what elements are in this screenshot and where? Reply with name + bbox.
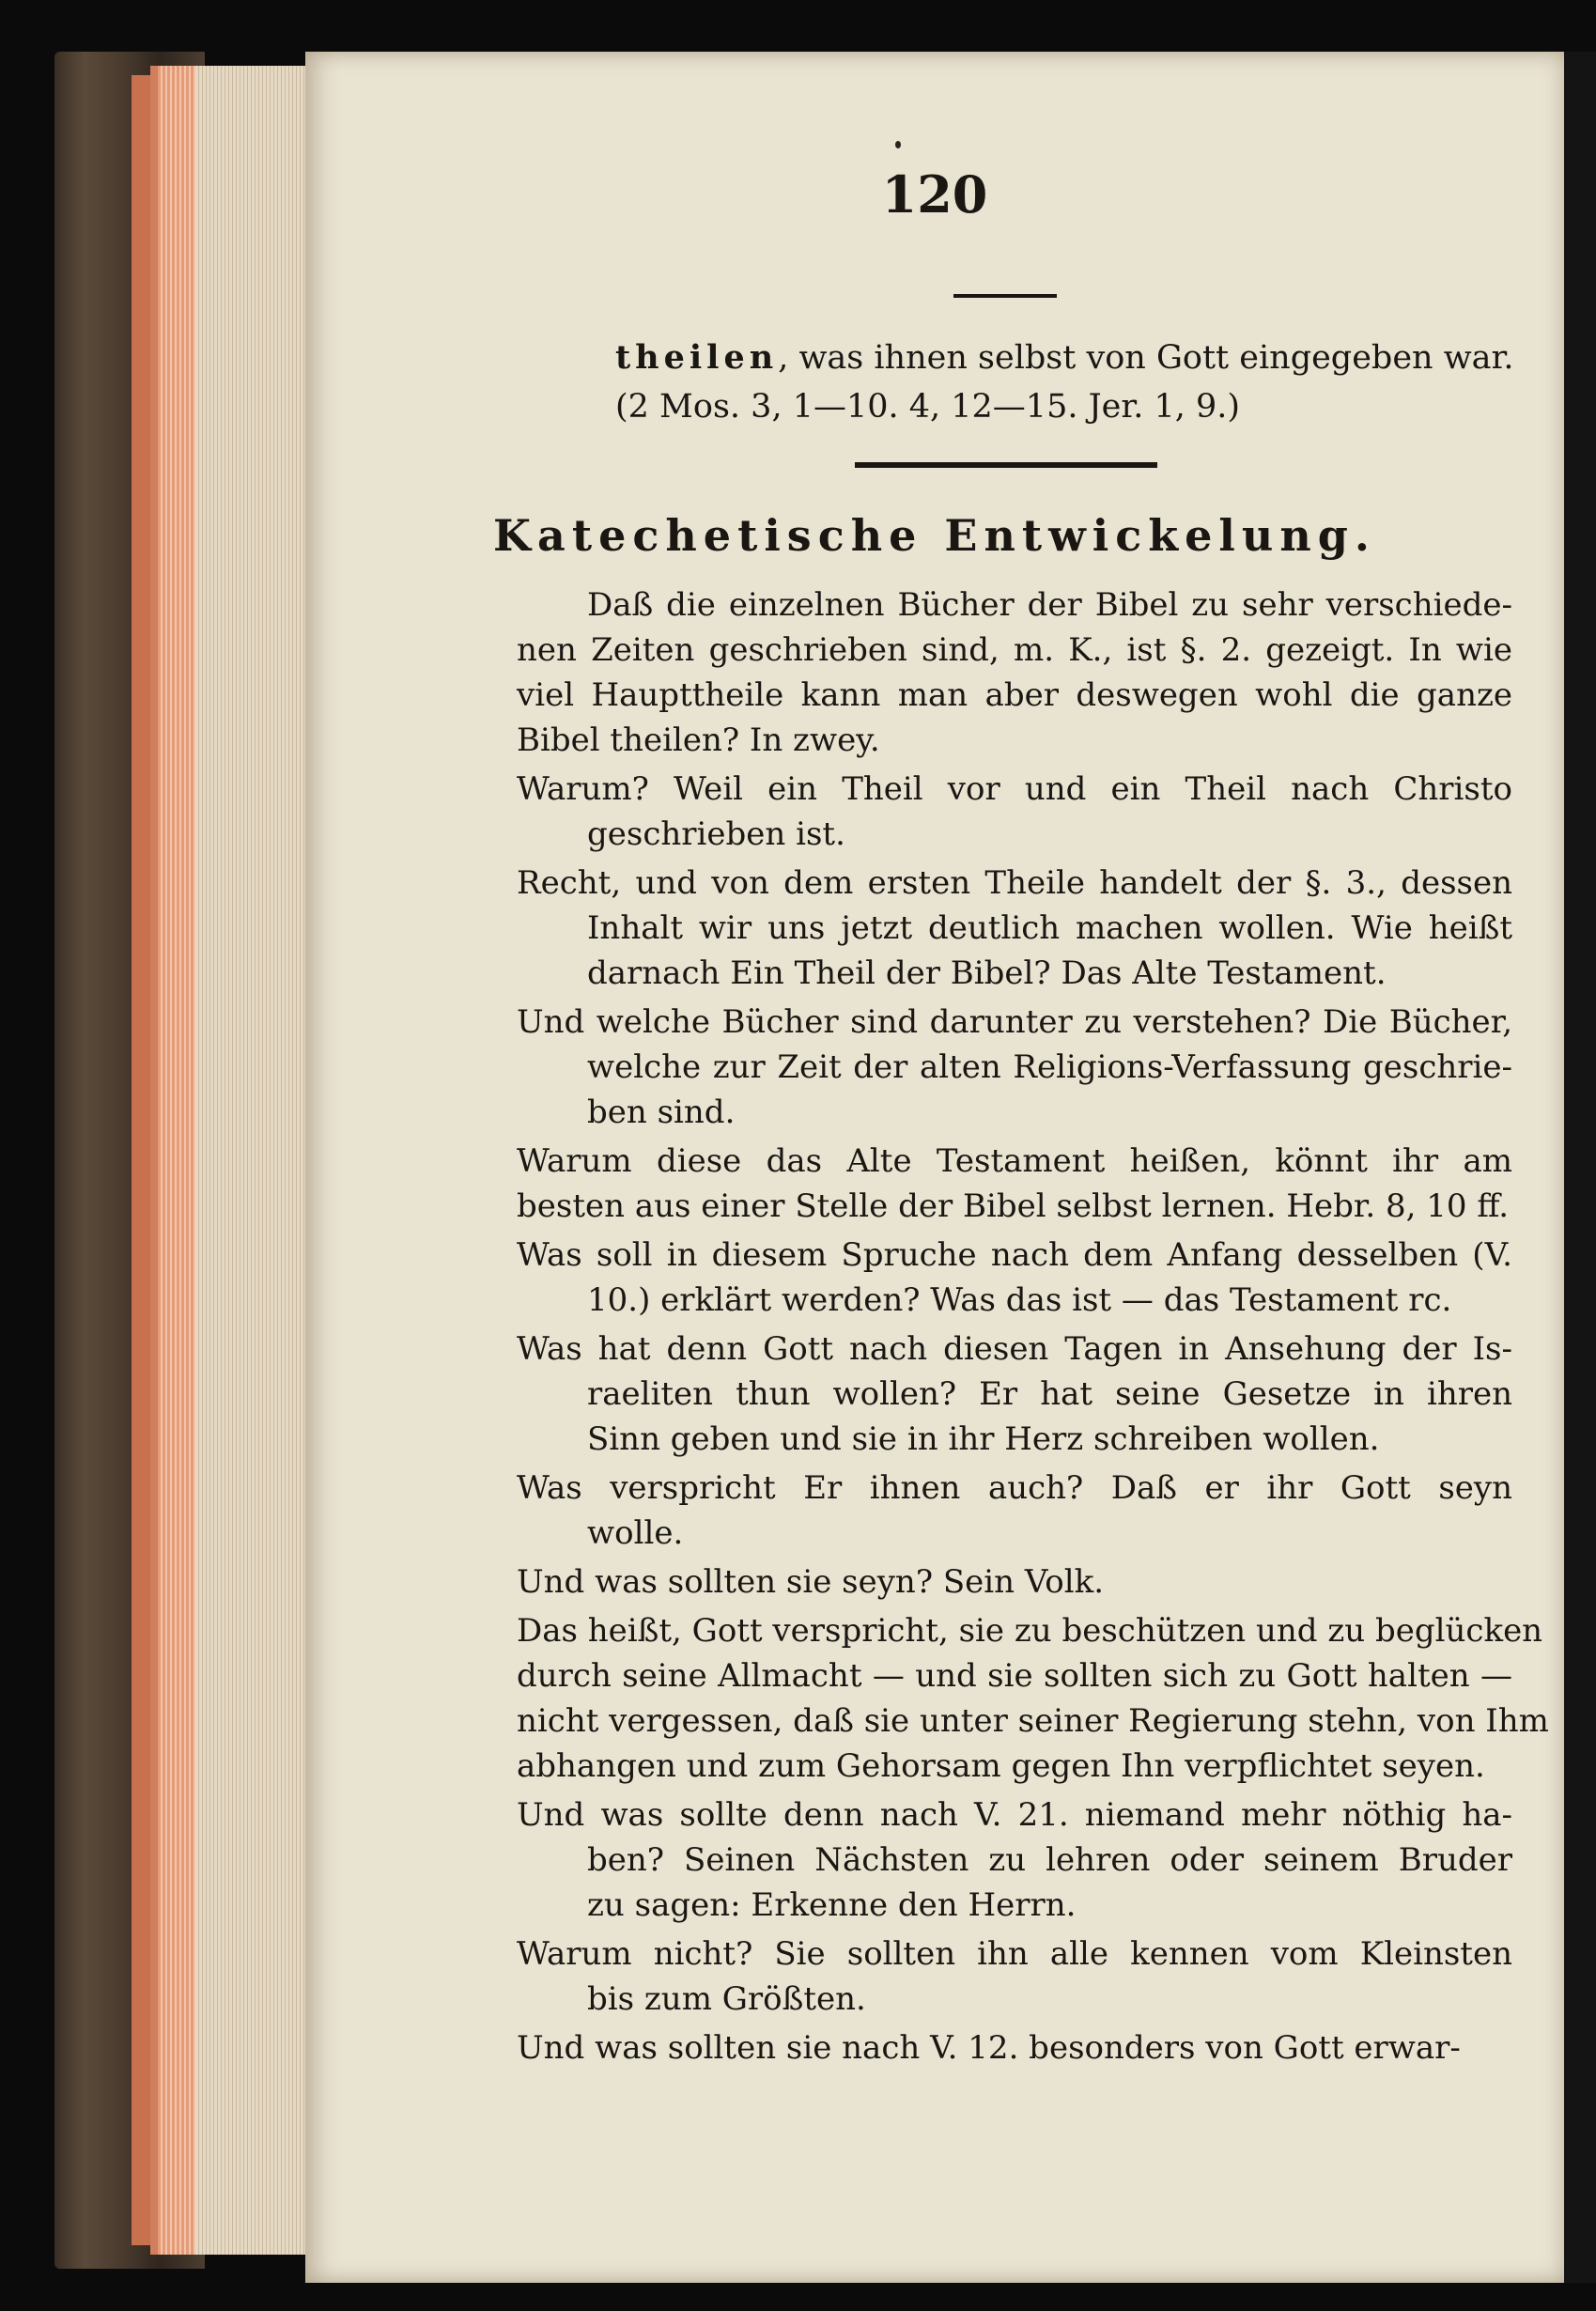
text-line: wolle. bbox=[587, 1514, 684, 1552]
text-line: Was verspricht Er ihnen auch? Daß er ihr Gott seyn bbox=[517, 1469, 1512, 1507]
text-line: Und was sollte denn nach V. 21. niemand mehr nöthig ha- bbox=[517, 1796, 1512, 1834]
text-line: welche zur Zeit der alten Religions-Verfassung geschrie- bbox=[587, 1048, 1512, 1086]
text-line: Sinn geben und sie in ihr Herz schreiben wollen. bbox=[587, 1420, 1380, 1458]
text-line: Daß die einzelnen Bücher der Bibel zu sehr verschiede- bbox=[587, 586, 1512, 624]
section-title: Katechetische Entwickelung. bbox=[493, 510, 1376, 561]
paragraph bbox=[517, 1608, 1549, 1789]
paragraph bbox=[517, 1326, 1512, 1462]
text-line: ben sind. bbox=[587, 1093, 736, 1131]
page-number: 120 bbox=[881, 164, 988, 225]
text-line: Was hat denn Gott nach diesen Tagen in Ansehung der Is- bbox=[517, 1330, 1512, 1368]
paragraph bbox=[517, 1931, 1512, 2022]
text-line: zu sagen: Erkenne den Herrn. bbox=[587, 1886, 1077, 1924]
paragraph bbox=[517, 767, 1512, 857]
paragraph bbox=[517, 1139, 1512, 1229]
text-line: durch seine Allmacht — und sie sollten sich zu Gott halten — bbox=[517, 1657, 1512, 1695]
body-text bbox=[517, 582, 1549, 2074]
header-line bbox=[615, 382, 1517, 431]
text-line: Recht, und von dem ersten Theile handelt der §. 3., dessen bbox=[517, 864, 1512, 902]
header-line-text: (2 Mos. 3, 1—10. 4, 12—15. Jer. 1, 9.) bbox=[615, 388, 1241, 426]
paragraph bbox=[517, 582, 1512, 763]
page-number-rule bbox=[953, 294, 1057, 298]
text-line: Inhalt wir uns jetzt deutlich machen wollen. Wie heißt bbox=[587, 909, 1512, 947]
paragraph bbox=[517, 1233, 1512, 1323]
ink-spot bbox=[895, 141, 901, 148]
text-line: darnach Ein Theil der Bibel? Das Alte Testament. bbox=[587, 954, 1387, 992]
text-line: viel Haupttheile kann man aber deswegen wohl die ganze bbox=[517, 676, 1512, 714]
text-line: Und welche Bücher sind darunter zu verstehen? Die Bücher, bbox=[517, 1003, 1512, 1041]
text-line: raeliten thun wollen? Er hat seine Gesetze in ihren bbox=[587, 1375, 1512, 1413]
paragraph bbox=[517, 1466, 1512, 1556]
header-block bbox=[615, 333, 1517, 431]
text-line: abhangen und zum Gehorsam gegen Ihn verpflichtet seyen. bbox=[517, 1747, 1485, 1785]
text-line: Warum? Weil ein Theil vor und ein Theil nach Christo bbox=[517, 770, 1512, 808]
paragraph bbox=[517, 1792, 1512, 1928]
text-line: Und was sollten sie seyn? Sein Volk. bbox=[517, 1563, 1105, 1601]
paragraph bbox=[517, 2025, 1512, 2071]
text-line: geschrieben ist. bbox=[587, 815, 845, 853]
page-shadow bbox=[1561, 52, 1596, 2283]
text-line: nicht vergessen, daß sie unter seiner Regierung stehn, von Ihm bbox=[517, 1702, 1549, 1740]
text-line: nen Zeiten geschrieben sind, m. K., ist §. 2. gezeigt. In wie bbox=[517, 631, 1512, 669]
text-line: 10.) erklärt werden? Was das ist — das Testament rc. bbox=[587, 1281, 1452, 1319]
text-line: besten aus einer Stelle der Bibel selbst lernen. Hebr. 8, 10 ff. bbox=[517, 1187, 1510, 1225]
paragraph bbox=[517, 1000, 1512, 1135]
text-line: Was soll in diesem Spruche nach dem Anfang desselben (V. bbox=[517, 1236, 1512, 1274]
spaced-word: theilen bbox=[615, 338, 779, 377]
text-line: Bibel theilen? In zwey. bbox=[517, 721, 880, 759]
text-line: Warum diese das Alte Testament heißen, könnt ihr am bbox=[517, 1142, 1512, 1180]
text-line: Das heißt, Gott verspricht, sie zu beschützen und zu beglücken bbox=[517, 1612, 1543, 1650]
text-line: ben? Seinen Nächsten zu lehren oder seinem Bruder bbox=[587, 1841, 1512, 1879]
section-divider bbox=[855, 462, 1157, 468]
paragraph bbox=[517, 861, 1512, 996]
page-edges-red bbox=[158, 66, 195, 2255]
book-page bbox=[305, 52, 1564, 2283]
paragraph bbox=[517, 1559, 1512, 1605]
text-line: Warum nicht? Sie sollten ihn alle kennen vom Kleinsten bbox=[517, 1935, 1512, 1973]
text-line: bis zum Größten. bbox=[587, 1980, 866, 2018]
header-line bbox=[615, 333, 1517, 382]
text-line: Und was sollten sie nach V. 12. besonders von Gott erwar- bbox=[517, 2029, 1461, 2067]
header-line-text: , was ihnen selbst von Gott eingegeben war. bbox=[778, 339, 1514, 377]
